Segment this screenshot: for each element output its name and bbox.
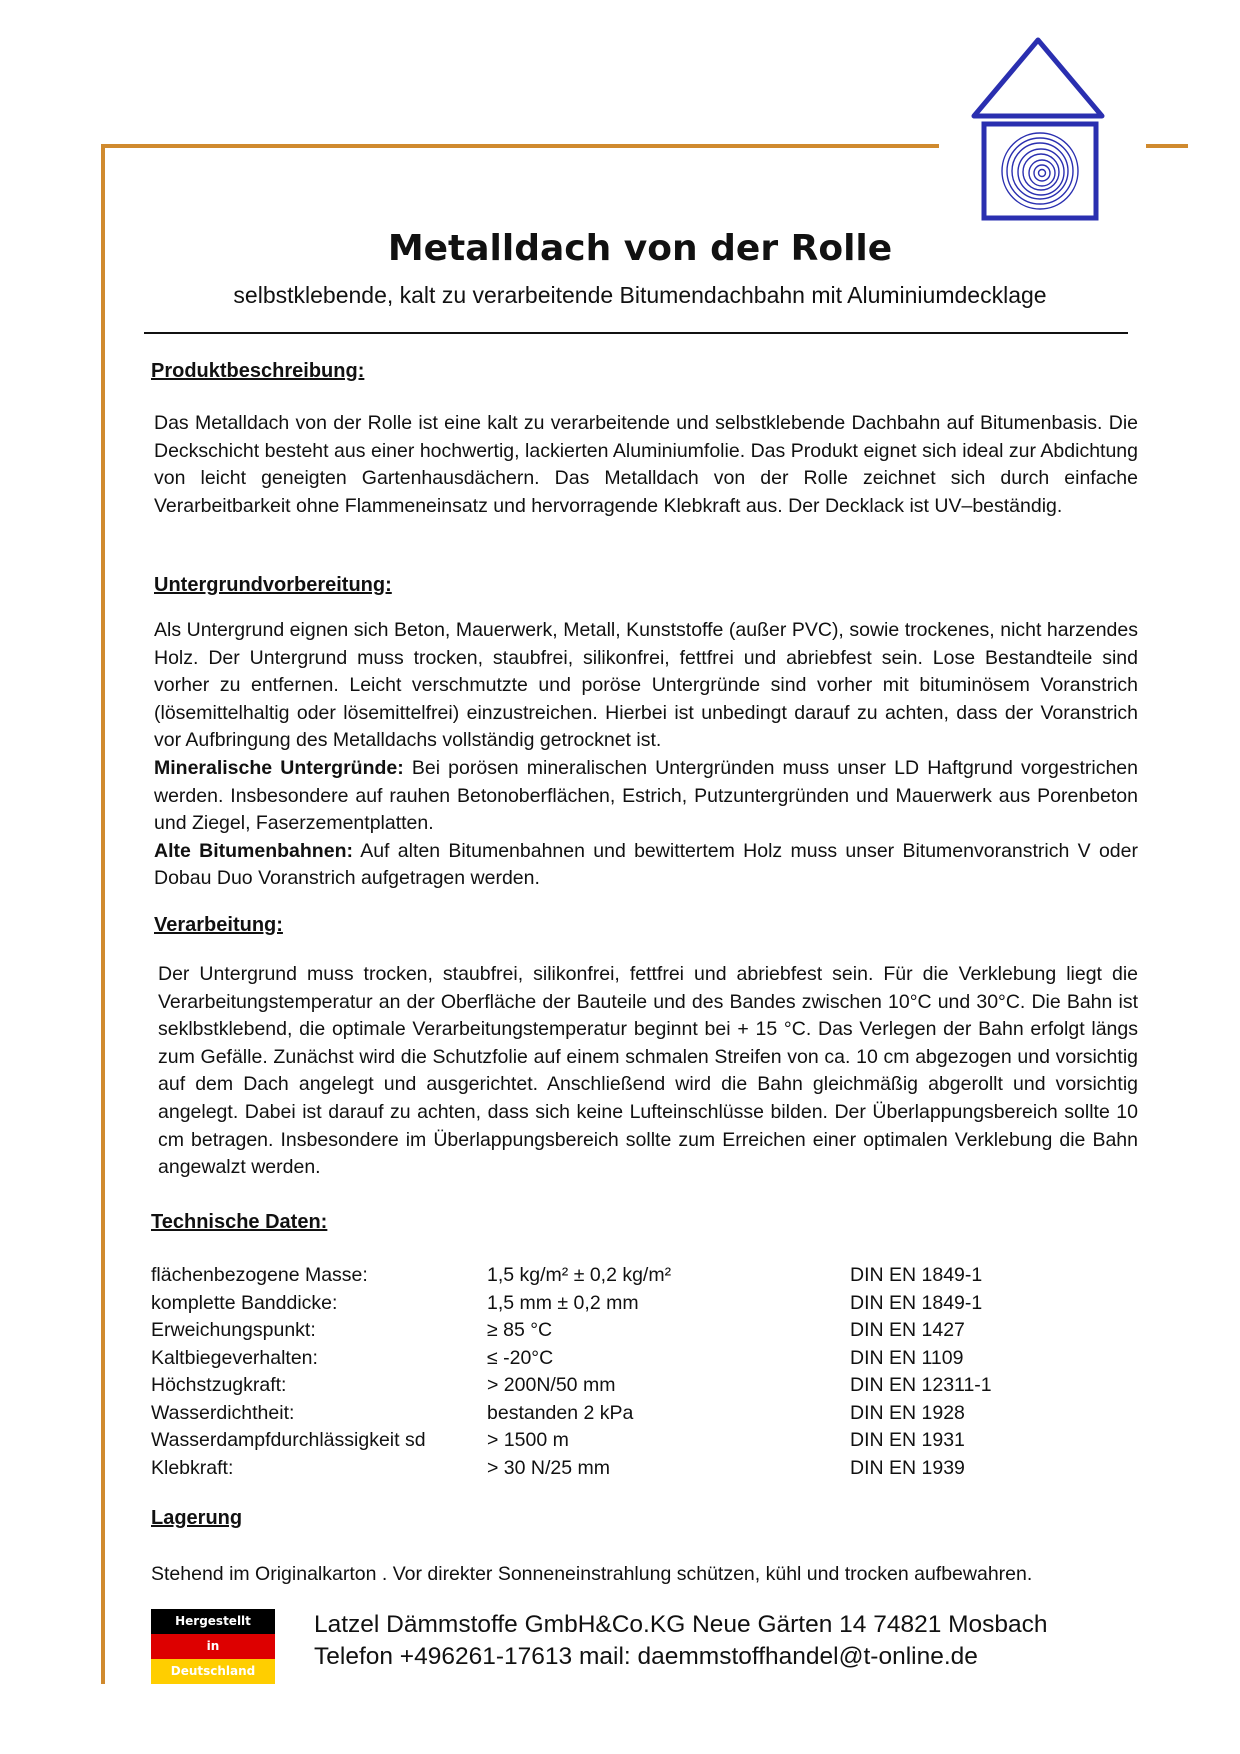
document-subtitle: selbstklebende, kalt zu verarbeitende Bitumendachbahn mit Aluminiumdecklage: [233, 282, 1047, 308]
mineral-substrates-label: Mineralische Untergründe:: [154, 756, 404, 779]
processing-text: Der Untergrund muss trocken, staubfrei, silikonfrei, fettfrei und abriebfest sein. Für die Verklebung liegt die Verarbeitungstemperatur an der Oberfläche der Bauteile und des Bandes zwischen 10°C und 30°C. Die Bahn ist seklbstklebend, die optimale Verarbeitungstemperatur beginnt bei + 15 °C. Das Verlegen der Bahn erfolgt längs zum Gefälle. Zunächst wird die Schutzfolie auf einem schmalen Streifen von ca. 10 cm abgezogen und vorsichtig auf dem Dach angelegt und ausgerichtet. Anschließend wird die Bahn gleichmäßig abgerollt und vorsichtig angelegt. Dabei ist darauf zu achten, dass sich keine Lufteinschlüsse bilden. Der Überlappungsbereich sollte 10 cm betragen. Insbesondere im Überlappungsbereich sollte zum Erreichen einer optimalen Verklebung die Bahn angewalzt werden.: [158, 963, 1138, 1179]
tech-standard: DIN EN 1931: [850, 1429, 965, 1451]
footer-contact: Telefon +496261-17613 mail: daemmstoffhandel@t-online.de: [314, 1643, 978, 1670]
frame-left-line: [101, 144, 105, 1684]
tech-value: 1,5 kg/m² ± 0,2 kg/m²: [487, 1264, 672, 1286]
product-description-text: Das Metalldach von der Rolle ist eine kalt zu verarbeitende und selbstklebende Dachbahn auf Bitumenbasis. Die Deckschicht besteht aus einer hochwertig, lackierten Aluminiumfolie. Das Produkt eignet sich ideal zur Abdichtung von leicht geneigten Gartenhausdächern. Das Metalldach von der Rolle zeichnet sich durch einfache Verarbeitbarkeit ohne Flammeneinsatz und hervorragende Klebkraft aus. Der Decklack ist UV–beständig.: [154, 412, 1138, 517]
tech-standard: DIN EN 1427: [850, 1319, 965, 1341]
technical-data-standards: [850, 1262, 992, 1482]
tech-value: bestanden 2 kPa: [487, 1401, 634, 1424]
tech-standard: DIN EN 1928: [850, 1401, 965, 1424]
badge-line-1: Hergestellt: [151, 1609, 275, 1634]
tech-property: komplette Banddicke:: [151, 1291, 338, 1314]
substrate-preparation-block: [154, 617, 1138, 893]
title-divider: [144, 332, 1128, 334]
tech-value: 1,5 mm ± 0,2 mm: [487, 1291, 639, 1314]
document-title: Metalldach von der Rolle: [387, 228, 893, 269]
tech-property: Kaltbiegeverhalten:: [151, 1346, 318, 1369]
tech-value: > 200N/50 mm: [487, 1374, 616, 1396]
section-heading-product-description: Produktbeschreibung:: [151, 360, 365, 382]
substrate-preparation-text: Als Untergrund eignen sich Beton, Mauerwerk, Metall, Kunststoffe (außer PVC), sowie trockenes, nicht harzendes Holz. Der Untergrund muss trocken, staubfrei, silikonfrei, fettfrei und abriebfest sein. Lose Bestandteile sind vorher zu entfernen. Leicht verschmutzte und poröse Untergründe sind vorher mit bituminösem Voranstrich (lösemittelhaltig oder lösemittelfrei) einzustreichen. Hierbei ist unbedingt darauf zu achten, dass der Voranstrich vor Aufbringung des Metalldachs vollständig getrocknet ist.: [154, 619, 1138, 752]
section-heading-processing: Verarbeitung:: [154, 914, 283, 936]
tech-standard: DIN EN 1109: [850, 1346, 964, 1369]
tech-property: flächenbezogene Masse:: [151, 1264, 368, 1286]
storage-text: Stehend im Originalkarton . Vor direkter Sonneneinstrahlung schützen, kühl und trocken aufbewahren.: [151, 1563, 1033, 1585]
tech-property: Erweichungspunkt:: [151, 1319, 316, 1341]
tech-property: Wasserdampfdurchlässigkeit sd: [151, 1429, 426, 1451]
section-heading-technical-data: Technische Daten:: [151, 1211, 328, 1233]
tech-standard: DIN EN 1849-1: [850, 1291, 983, 1314]
mineral-substrates-text: Bei porösen mineralischen Untergründen muss unser LD Haftgrund vorgestrichen werden. Insbesondere auf rauhen Betonoberflächen, Estrich, Putzuntergründen und Mauerwerk aus Porenbeton und Ziegel, Faserzementplatten.: [154, 756, 1139, 835]
tech-standard: DIN EN 1939: [850, 1456, 965, 1479]
tech-property: Höchstzugkraft:: [151, 1374, 287, 1396]
badge-line-3: Deutschland: [151, 1659, 275, 1684]
technical-data-properties: [151, 1262, 426, 1482]
tech-value: > 1500 m: [487, 1429, 569, 1451]
footer-company: Latzel Dämmstoffe GmbH&Co.KG Neue Gärten 14 74821 Mosbach: [314, 1611, 1048, 1638]
tech-standard: DIN EN 1849-1: [850, 1264, 983, 1286]
frame-top-line-right: [1146, 144, 1188, 148]
technical-data-values: [487, 1262, 671, 1482]
badge-line-2: in: [151, 1634, 275, 1659]
tech-property: Wasserdichtheit:: [151, 1401, 295, 1424]
tech-value: > 30 N/25 mm: [487, 1456, 611, 1479]
tech-property: Klebkraft:: [151, 1456, 234, 1479]
tech-standard: DIN EN 12311-1: [850, 1374, 992, 1396]
section-heading-substrate-preparation: Untergrundvorbereitung:: [154, 574, 392, 596]
house-logo-icon: [968, 36, 1108, 222]
frame-top-line: [101, 144, 939, 148]
tech-value: ≥ 85 °C: [487, 1319, 553, 1341]
tech-value: ≤ -20°C: [487, 1346, 554, 1369]
section-heading-storage: Lagerung: [151, 1507, 243, 1529]
old-bitumen-text: Auf alten Bitumenbahnen und bewittertem Holz muss unser Bitumenvoranstrich V oder Dobau Duo Voranstrich aufgetragen werden.: [154, 839, 1138, 890]
made-in-germany-badge: [151, 1609, 275, 1684]
old-bitumen-label: Alte Bitumenbahnen:: [154, 839, 353, 862]
